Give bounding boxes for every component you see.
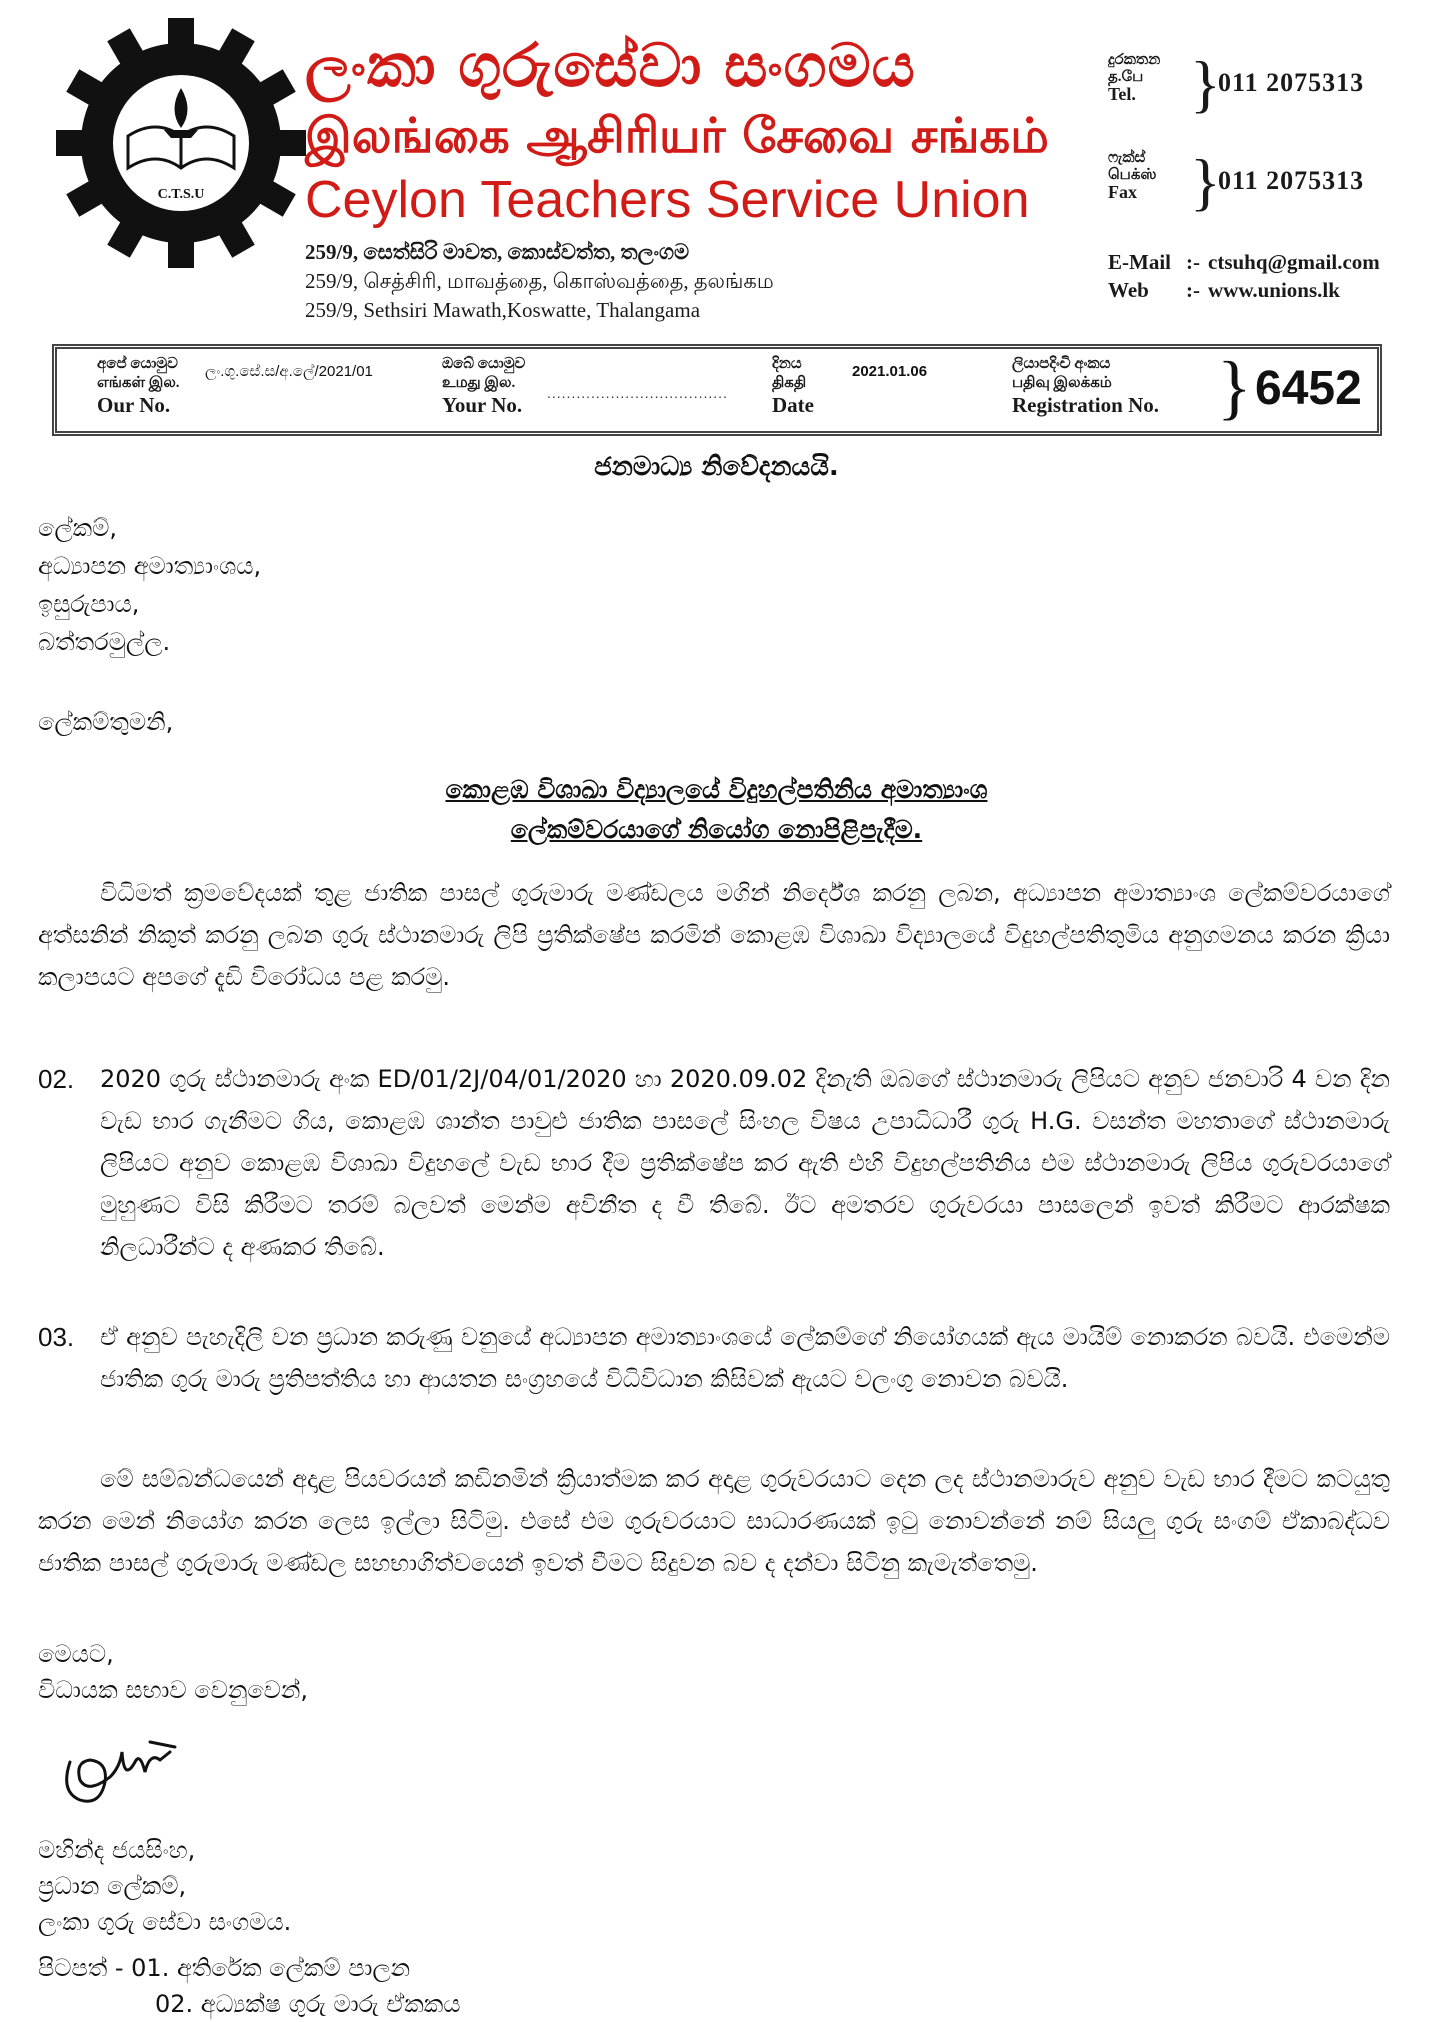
registration-number: 6452	[1255, 362, 1362, 415]
org-name-english: Ceylon Teachers Service Union	[305, 171, 1030, 229]
recipient-line-1: ලේකම්,	[38, 514, 118, 542]
paragraph-3-text: ඒ අනුව පැහැදිලි වන ප්‍රධාන කරුණු වනුයේ අධ්‍යාපන අමාත්‍යාංශයේ ලේකම්ගේ නියෝගයක් ඇය මායිම් නොකරන බවයි. එමෙන්ම ජාතික ගුරු මාරු ප්‍රතිපත්තිය හා ආයතන සංග්‍රහයේ විධිවිධාන කිසිවක් ඇයට වලංගු නොවන බවයි.	[100, 1323, 1390, 1393]
email-label: E-Mail	[1108, 250, 1171, 274]
paragraph-2	[38, 1058, 1390, 1268]
subject-line-1: කොළඹ විශාඛා විද්‍යාලයේ විදුහල්පතිනිය අමාත්‍යාංශ	[445, 775, 988, 804]
your-no-cell	[442, 355, 525, 417]
paragraph-3	[38, 1316, 1390, 1400]
web-row	[1108, 276, 1380, 304]
fax-block	[1108, 146, 1365, 217]
tel-label-ta: த.பே	[1108, 69, 1144, 85]
paragraph-2-text: 2020 ගුරු ස්ථානමාරු අංක ED/01/2J/04/01/2020 හා 2020.09.02 දිනැති ඔබගේ ස්ථානමාරු ලිපියට අනුව ජනවාරි 4 වන දින වැඩ භාර ගැනීමට ගිය, කොළඹ ශාන්ත පාවුළු ජාතික පාසලේ සිංහල විෂය උපාධිධාරී ගුරු H.G. වසන්ත මහතාගේ ස්ථානමාරු ලිපියට අනුව කොළඹ විශාඛා විදුහලේ වැඩ භාර දීම ප්‍රතික්ෂේප කර ඇති එහි විදුහල්පතිනිය එම ස්ථානමාරු ලිපිය ගුරුවරයාගේ මුහුණට විසි කිරීමට තරම් බලවත් මෙන්ම අවිනීත ද වී තිබේ. ඊට අමතරව ගුරුවරයා පාසලෙන් ඉවත් කිරීමට ආරක්ෂක නිලධාරීන්ට ද අණකර තිබේ.	[100, 1065, 1390, 1261]
tel-block	[1108, 48, 1365, 119]
our-no-label-en: Our No.	[97, 393, 171, 417]
reference-bar	[52, 344, 1382, 436]
date-label-en: Date	[772, 393, 814, 417]
your-no-dots: .....................................	[547, 385, 728, 401]
our-no-cell	[97, 355, 180, 417]
reg-brace: }	[1217, 347, 1252, 427]
fax-label-en: Fax	[1108, 182, 1137, 202]
registration-cell	[1012, 355, 1159, 417]
recipient-line-2: අධ්‍යාපන අමාත්‍යාංශය,	[38, 552, 262, 580]
reg-label-en: Registration No.	[1012, 393, 1159, 417]
signatory-org: ලංකා ගුරු සේවා සංගමය.	[38, 1908, 292, 1936]
web-sep: :-	[1186, 278, 1200, 302]
date-label-ta: திகதி	[772, 375, 807, 391]
tel-label-si: දුරකතන	[1108, 52, 1161, 68]
paragraph-1: විධිමත් ක්‍රමවේදයක් තුළ ජාතික පාසල් ගුරුමාරු මණ්ඩලය මගින් නිර්දේශ කරනු ලබන, අධ්‍යාපන අමාත්‍යාංශ ලේකම්වරයාගේ අත්සනින් නිකුත් කරනු ලබන ගුරු ස්ථානමාරු ලිපි ප්‍රතික්ෂේප කරමින් කොළඹ විශාඛා විද්‍යාලයේ විදුහල්පතිතුමිය අනුගමනය කරන ක්‍රියා කලාපයට අපගේ දැඩි විරෝධය පළ කරමු.	[38, 879, 1390, 991]
closing-line-2: විධායක සභාව වෙනුවෙන්,	[38, 1676, 309, 1704]
fax-label-si: ෆැක්ස්	[1108, 150, 1146, 166]
salutation: ලේකම්තුමනි,	[38, 708, 174, 736]
page-title: ජනමාධ්‍ය නිවේදනයයි.	[594, 452, 839, 482]
reg-label-si: ලියාපදිංචි අංකය	[1012, 356, 1111, 372]
tel-number: 011 2075313	[1218, 68, 1365, 97]
copies-line-1: පිටපත් - 01. අතිරේක ලේකම් පාලන	[38, 1954, 411, 1982]
tel-brace: }	[1190, 48, 1221, 119]
fax-brace: }	[1190, 146, 1221, 217]
org-name-sinhala: ලංකා ගුරුසේවා සංගමය	[305, 31, 916, 101]
date-cell	[772, 355, 814, 417]
email-address[interactable]: ctsuhq@gmail.com	[1208, 250, 1380, 274]
our-no-value: ලං.ගු.සේ.ස/අ.ලේ/2021/01	[205, 363, 373, 380]
fax-label-ta: பெக்ஸ்	[1108, 167, 1157, 183]
fax-number: 011 2075313	[1218, 166, 1365, 195]
paragraph-4: මේ සම්බන්ධයෙන් අදාළ පියවරයන් කඩිනමින් ක්‍රියාත්මක කර අදාළ ගුරුවරයාට දෙන ලද ස්ථානමාරුව අනුව වැඩ භාර දීමට කටයුතු කරන මෙන් නියෝග කරන ලෙස ඉල්ලා සිටිමු. එසේ එම ගුරුවරයාට සාධාරණයක් ඉටු නොවන්නේ නම් සියලු ගුරු සංගම් ඒකාබද්ධව ජාතික පාසල් ගුරුමාරු මණ්ඩල සහභාගිත්වයෙන් ඉවත් වීමට සිදුවන බව ද දන්වා සිටිනු කැමැත්තෙමු.	[38, 1465, 1390, 1577]
paragraph-3-number: 03.	[38, 1322, 75, 1352]
your-no-label-si: ඔබේ යොමුව	[442, 356, 526, 372]
org-names	[305, 30, 1065, 230]
paragraph-2-number: 02.	[38, 1064, 75, 1094]
tel-label-en: Tel.	[1108, 84, 1136, 104]
subject-line-2: ලේකම්වරයාගේ නියෝග නොපිළිපැදීම.	[510, 815, 923, 844]
date-label-si: දිනය	[772, 356, 802, 372]
your-no-label-en: Your No.	[442, 393, 523, 417]
address-tamil: 259/9, செத்சிரி, மாவத்தை, கொஸ்வத்தை, தலங்கம	[305, 269, 774, 293]
your-no-label-ta: உமது இல.	[442, 375, 516, 391]
email-row	[1108, 248, 1380, 276]
reg-label-ta: பதிவு இலக்கம்	[1012, 375, 1112, 391]
recipient-line-3: ඉසුරුපාය,	[38, 590, 140, 618]
date-value: 2021.01.06	[852, 363, 928, 380]
web-address[interactable]: www.unions.lk	[1208, 278, 1340, 302]
email-web-block	[1108, 248, 1380, 304]
signatory-title: ප්‍රධාන ලේකම්,	[38, 1872, 187, 1900]
address-english: 259/9, Sethsiri Mawath,Koswatte, Thalangama	[305, 298, 701, 322]
org-name-tamil: இலங்கை ஆசிரியர் சேவை சங்கம்	[305, 108, 1049, 164]
ctsu-logo	[56, 18, 306, 268]
email-sep: :-	[1186, 250, 1200, 274]
signatory-name: මහින්ද ජයසිංහ,	[38, 1836, 196, 1864]
recipient-line-4: බත්තරමුල්ල.	[38, 628, 171, 656]
our-no-label-si: අපේ යොමුව	[97, 356, 178, 372]
copies-line-2: 02. අධ්‍යක්ෂ ගුරු මාරු ඒකකය	[155, 1990, 461, 2018]
closing-line-1: මෙයට,	[38, 1640, 114, 1668]
logo-text: C.T.S.U	[157, 187, 205, 202]
address-sinhala: 259/9, සෙත්සිරි මාවත, කොස්වත්ත, තලංගම	[305, 240, 690, 264]
our-no-label-ta: எங்கள் இல.	[97, 375, 180, 391]
web-label: Web	[1108, 278, 1149, 302]
org-address	[305, 238, 774, 325]
signature	[50, 1722, 180, 1812]
